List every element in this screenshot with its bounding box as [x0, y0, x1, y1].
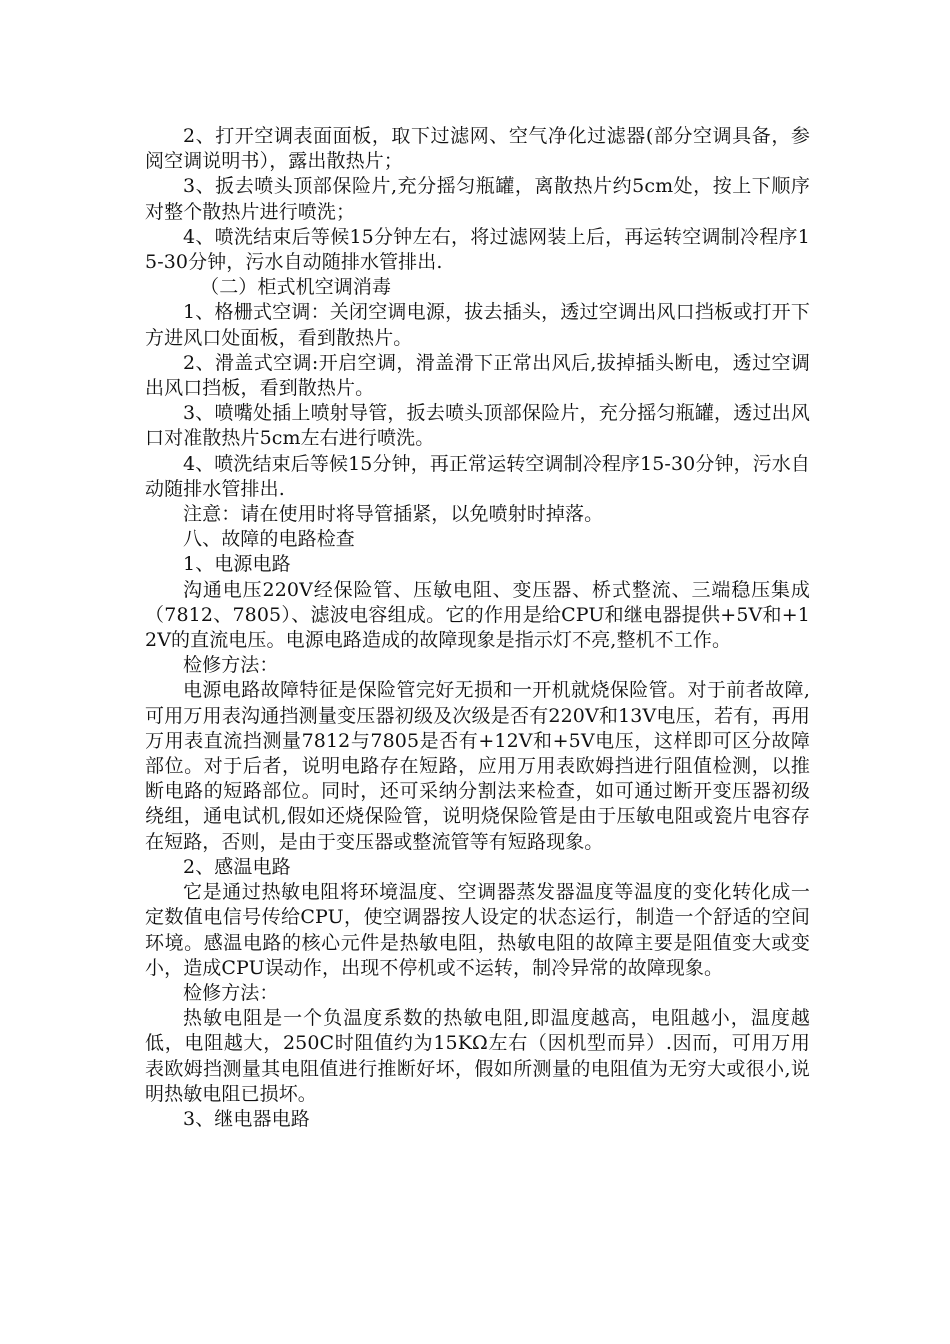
subheading-power-circuit: 1、电源电路: [183, 553, 291, 576]
paragraph-2: 3、扳去喷头顶部保险片,充分摇匀瓶罐，离散热片约5cm处，按上下顺序对整个散热片进行喷洗；: [145, 175, 810, 223]
paragraph-5: 1、格栅式空调：关闭空调电源，拔去插头，透过空调出风口挡板或打开下方进风口处面板，看到散热片。: [145, 301, 810, 349]
paragraph-thermistor-repair: 热敏电阻是一个负温度系数的热敏电阻,即温度越高，电阻越小，温度越低，电阻越大，250C时阻值约为15KΩ左右（因机型而异）.因而，可用万用表欧姆挡测量其电阻值进行推断好坏，假如所测量的电阻值为无穷大或很小,说明热敏电阻已损坏。: [145, 1007, 810, 1105]
paragraph-3: 4、喷洗结束后等候15分钟左右，将过滤网装上后，再运转空调制冷程序15-30分钟，污水自动随排水管排出.: [145, 225, 810, 274]
paragraph-1: 2、打开空调表面面板，取下过滤网、空气净化过滤器(部分空调具备，参阅空调说明书），露出散热片；: [145, 125, 810, 173]
section-heading-circuit-check: 八、故障的电路检查: [183, 528, 355, 551]
subheading-repair-method-2: 检修方法：: [183, 981, 279, 1004]
document-body: [145, 124, 810, 1132]
subheading-repair-method-1: 检修方法：: [183, 654, 279, 677]
paragraph-6: 2、滑盖式空调:开启空调，滑盖滑下正常出风后,拔掉插头断电，透过空调出风口挡板，看到散热片。: [145, 351, 810, 400]
paragraph-power-repair: 电源电路故障特征是保险管完好无损和一开机就烧保险管。对于前者故障,可用万用表沟通挡测量变压器初级及次级是否有220V和13V电压，若有，再用万用表直流挡测量7812与7805是否有+12V和+5V电压，这样即可区分故障部位。对于后者，说明电路存在短路，应用万用表欧姆挡进行阻值检测，以推断电路的短路部位。同时，还可采纳分割法来检查，如可通过断开变压器初级绕组，通电试机,假如还烧保险管，说明烧保险管是由于压敏电阻或瓷片电容存在短路，否则，是由于变压器或整流管等有短路现象。: [145, 679, 810, 853]
paragraph-8: 4、喷洗结束后等候15分钟，再正常运转空调制冷程序15-30分钟，污水自动随排水管排出.: [145, 452, 810, 500]
section-heading-cabinet-ac: （二）柜式机空调消毒: [200, 276, 392, 299]
paragraph-power-circuit: 沟通电压220V经保险管、压敏电阻、变压器、桥式整流、三端稳压集成（7812、7805）、滤波电容组成。它的作用是给CPU和继电器提供+5V和+12V的直流电压。电源电路造成的故障现象是指示灯不亮,整机不工作。: [145, 578, 810, 652]
paragraph-7: 3、喷嘴处插上喷射导管，扳去喷头顶部保险片，充分摇匀瓶罐，透过出风口对准散热片5cm左右进行喷洗。: [145, 402, 810, 450]
paragraph-temperature-circuit: 它是通过热敏电阻将环境温度、空调器蒸发器温度等温度的变化转化成一定数值电信号传给CPU，使空调器按人设定的状态运行，制造一个舒适的空间环境。感温电路的核心元件是热敏电阻，热敏电阻的故障主要是阻值变大或变小，造成CPU误动作，出现不停机或不运转，制冷异常的故障现象。: [145, 881, 810, 979]
paragraph-note: 注意：请在使用时将导管插紧，以免喷射时掉落。: [183, 503, 604, 526]
subheading-temperature-circuit: 2、感温电路: [183, 855, 291, 878]
subheading-relay-circuit: 3、继电器电路: [183, 1107, 310, 1130]
